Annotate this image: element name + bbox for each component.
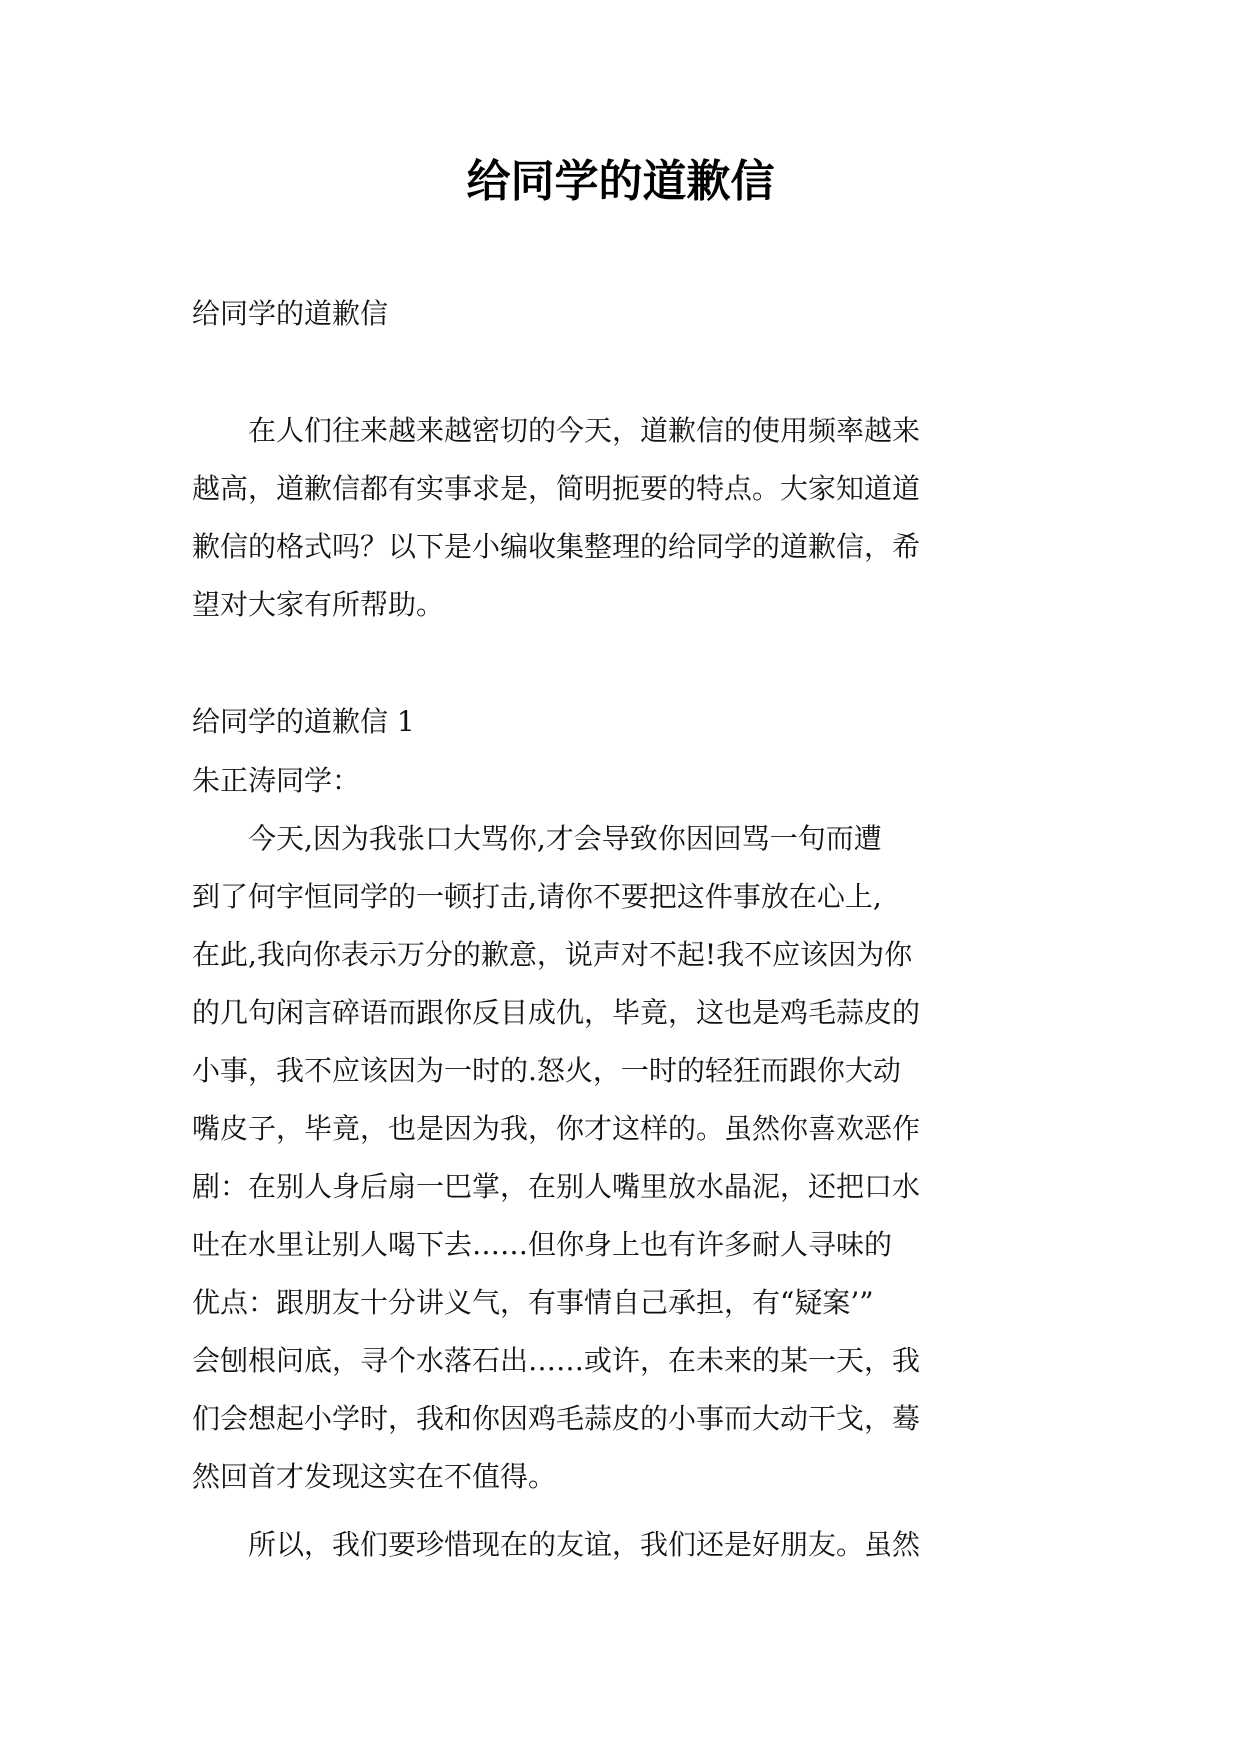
body-line: 在此,我向你表示万分的歉意，说声对不起!我不应该因为你 — [192, 938, 913, 971]
letter-body-paragraph — [192, 1516, 1052, 1574]
body-line: 的几句闲言碎语而跟你反目成仇，毕竟，这也是鸡毛蒜皮的 — [192, 996, 921, 1029]
letter-heading: 给同学的道歉信 1 — [192, 705, 415, 738]
body-line: 优点：跟朋友十分讲义气，有事情自己承担，有“疑案’” — [192, 1286, 874, 1319]
intro-line: 在人们往来越来越密切的今天，道歉信的使用频率越来 — [192, 414, 921, 447]
intro-line: 望对大家有所帮助。 — [192, 588, 445, 621]
document-subtitle: 给同学的道歉信 — [192, 297, 389, 330]
body-line: 小事，我不应该因为一时的.怒火，一时的轻狂而跟你大动 — [192, 1054, 901, 1087]
letter-salutation: 朱正涛同学： — [192, 764, 361, 797]
intro-paragraph — [192, 402, 1052, 634]
body-line: 嘴皮子，毕竟，也是因为我，你才这样的。虽然你喜欢恶作 — [192, 1112, 921, 1145]
body-line: 们会想起小学时，我和你因鸡毛蒜皮的小事而大动干戈，蓦 — [192, 1402, 921, 1435]
letter-body-paragraph — [192, 810, 1052, 1506]
body-line: 吐在水里让别人喝下去……但你身上也有许多耐人寻味的 — [192, 1228, 893, 1261]
intro-line: 越高，道歉信都有实事求是，简明扼要的特点。大家知道道 — [192, 472, 921, 505]
body-line: 会刨根问底，寻个水落石出……或许，在未来的某一天，我 — [192, 1344, 921, 1377]
body-line: 剧：在别人身后扇一巴掌，在别人嘴里放水晶泥，还把口水 — [192, 1170, 921, 1203]
document-title: 给同学的道歉信 — [466, 156, 775, 207]
body-line: 然回首才发现这实在不值得。 — [192, 1460, 557, 1493]
intro-line: 歉信的格式吗？以下是小编收集整理的给同学的道歉信，希 — [192, 530, 921, 563]
body-line: 到了何宇恒同学的一顿打击,请你不要把这件事放在心上, — [192, 880, 882, 913]
body-line: 所以，我们要珍惜现在的友谊，我们还是好朋友。虽然 — [192, 1528, 921, 1561]
body-line: 今天,因为我张口大骂你,才会导致你因回骂一句而遭 — [192, 822, 882, 855]
